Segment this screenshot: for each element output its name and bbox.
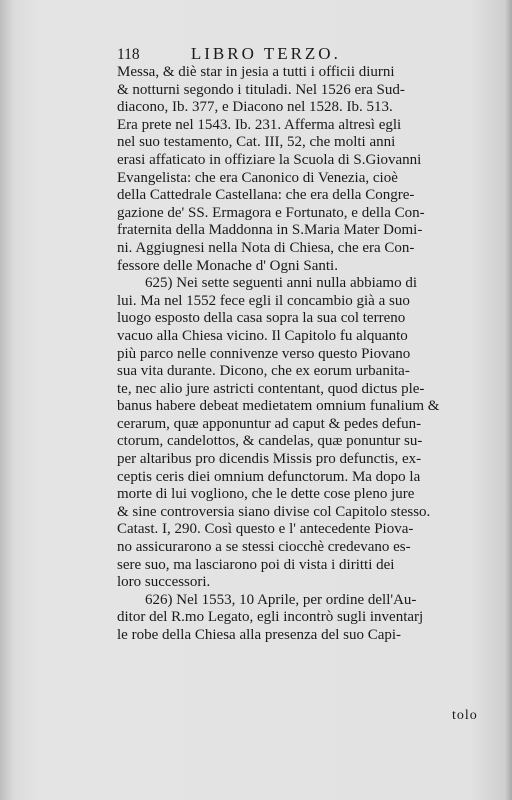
text-line: morte di lui vogliono, che le dette cose pleno jure [117, 486, 415, 503]
running-title: LIBRO TERZO. [190, 44, 341, 63]
text-line: nel suo testamento, Cat. III, 52, che molti anni [117, 134, 396, 151]
text-line: più parco nelle connivenze verso questo Piovano [117, 345, 411, 362]
catchword: tolo [452, 708, 478, 723]
paragraph-626-start: 626) Nel 1553, 10 Aprile, per ordine dell'Au- [145, 591, 417, 608]
text-line: luogo esposto della casa sopra la sua col terreno [117, 310, 406, 327]
page-number: 118 [117, 46, 140, 63]
text-line: fessore delle Monache d' Ogni Santi. [117, 257, 338, 274]
text-line: per altaribus pro dicendis Missis pro defunctis, ex- [117, 451, 422, 468]
page-header [117, 44, 417, 64]
text-line: Catast. I, 290. Così questo e l' antecedente Piova- [117, 521, 414, 538]
text-line: cerarum, quæ apponuntur ad caput & pedes defun- [117, 415, 422, 432]
text-line: lui. Ma nel 1552 fece egli il concambio già a suo [117, 292, 410, 309]
text-line: loro successori. [117, 574, 211, 591]
text-line: ditor del R.mo Legato, egli incontrò sugli inventarj [117, 609, 424, 626]
text-line: ni. Aggiugnesi nella Nota di Chiesa, che era Con- [117, 239, 415, 256]
text-line: fraternita della Maddonna in S.Maria Mater Domi- [117, 222, 423, 239]
text-line: te, nec alio jure astricti contentant, quod dictus ple- [117, 380, 425, 397]
text-line: ctorum, candelottos, & candelas, quæ ponuntur su- [117, 433, 423, 450]
text-line: Era prete nel 1543. Ib. 231. Afferma altresì egli [117, 116, 402, 133]
text-line: della Cattedrale Castellana: che era della Congre- [117, 187, 415, 204]
text-line: erasi affaticato in offiziare la Scuola di S.Giovanni [117, 151, 422, 168]
text-line: & notturni segondo i tituladi. Nel 1526 era Sud- [117, 81, 405, 98]
body-text [117, 64, 497, 645]
text-line: diacono, Ib. 377, e Diacono nel 1528. Ib. 513. [117, 99, 393, 116]
text-line: ceptis ceris diei omnium defunctorum. Ma dopo la [117, 468, 421, 485]
text-line: sere suo, ma lasciarono poi di vista i diritti dei [117, 556, 395, 573]
text-line: no assicurarono a se stessi ciocchè credevano es- [117, 539, 411, 556]
text-line: sua vita durante. Dicono, che ex eorum urbanita- [117, 363, 410, 380]
text-line: le robe della Chiesa alla presenza del suo Capi- [117, 627, 402, 643]
text-line: & sine controversia siano divise col Capitolo stesso. [117, 503, 431, 520]
text-line: banus habere debeat medietatem omnium funalium & [117, 398, 440, 415]
paragraph-625-start: 625) Nei sette seguenti anni nulla abbiamo di [145, 275, 418, 292]
text-line: vacuo alla Chiesa vicino. Il Capitolo fu alquanto [117, 327, 408, 344]
text-line: Evangelista: che era Canonico di Venezia, cioè [117, 169, 398, 186]
text-line: Messa, & diè star in jesia a tutti i officii diurni [117, 64, 395, 80]
text-line: gazione de' SS. Ermagora e Fortunato, e della Con- [117, 204, 425, 221]
